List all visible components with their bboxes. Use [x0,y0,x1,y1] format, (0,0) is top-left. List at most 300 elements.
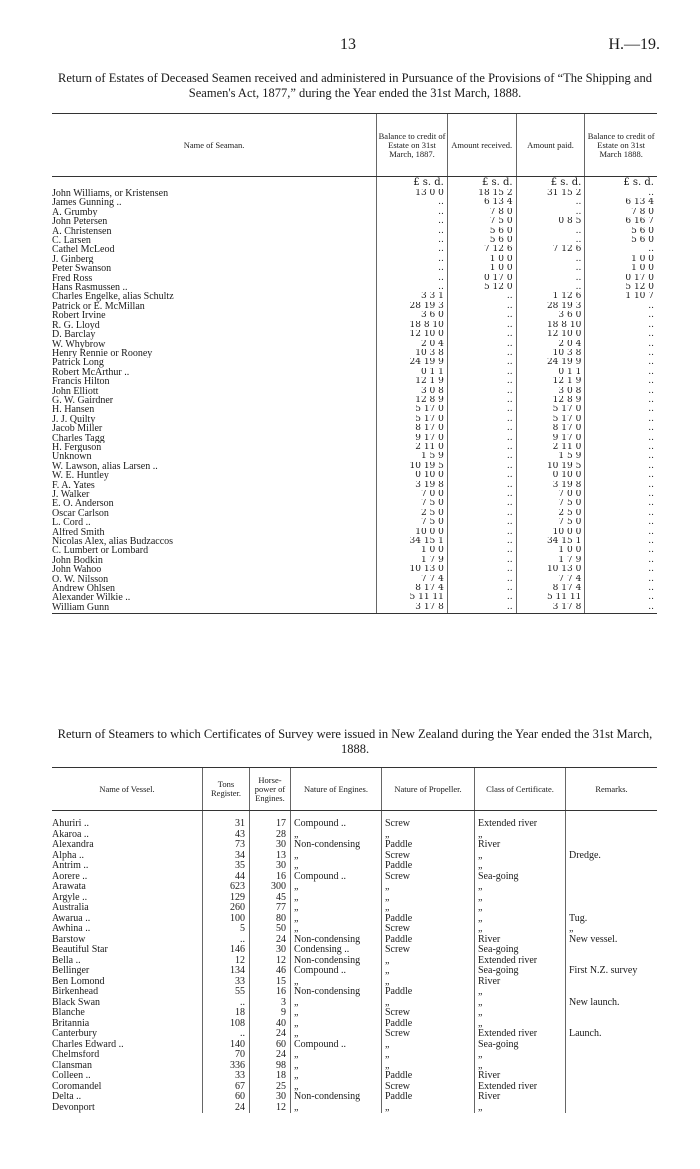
remarks-cell [566,1092,658,1103]
horsepower-cell: 12 [250,956,291,967]
balance-1887-cell: 12 8 9 [377,396,448,405]
vessel-name: Britannia [52,1018,90,1029]
table-row [52,575,657,584]
paid-cell: 10 0 0 [516,528,585,537]
certificate-cell: „ [475,851,566,862]
table-row [52,368,657,377]
balance-1887-cell: 7 5 0 [377,518,448,527]
remarks-cell: New vessel. [566,935,658,946]
balance-1888-cell: .. [585,340,657,349]
received-cell: .. [447,499,516,508]
horsepower-cell: 16 [250,872,291,883]
tons-cell: 70 [203,1050,250,1061]
seaman-name: Patrick or E. McMillan [52,301,145,312]
remarks-cell [566,1019,658,1030]
received-cell: 7 8 0 [447,208,516,217]
balance-1888-cell: 5 6 0 [585,236,657,245]
propeller-cell: Paddle [382,935,475,946]
balance-1888-cell: .. [585,377,657,386]
seaman-name: Andrew Ohlsen [52,584,116,594]
paid-cell: 5 17 0 [516,415,585,424]
certificate-cell: „ [475,882,566,893]
received-cell: 5 6 0 [447,227,516,236]
received-cell: .. [447,556,516,565]
balance-1888-cell: .. [585,593,657,602]
tons-cell: .. [203,998,250,1009]
certificate-cell: „ [475,987,566,998]
seaman-name: Cathel McLeod [52,245,115,255]
received-cell: .. [447,584,516,593]
propeller-cell: „ [382,903,475,914]
table-row [52,603,657,614]
col-amount-received: Amount received. [447,114,516,177]
seaman-name: C. Lumbert or Lombard [52,546,149,556]
received-cell: 1 0 0 [447,255,516,264]
lsd-label: £ s. d. [585,177,657,190]
lsd-label: £ s. d. [447,177,516,190]
vessel-name: Colleen .. [52,1071,91,1081]
paid-cell: 8 17 4 [516,584,585,593]
table-row [52,1029,657,1040]
seaman-name: Charles Engelke, alias Schultz [52,292,174,302]
table-row [52,462,657,471]
received-cell: .. [447,330,516,339]
paid-cell: 1 0 0 [516,546,585,555]
table-row [52,227,657,236]
balance-1887-cell: .. [377,198,448,207]
table-row [52,292,657,301]
balance-1887-cell: 0 1 1 [377,368,448,377]
tons-cell: 34 [203,851,250,862]
seamen-return-title: Return of Estates of Deceased Seamen received and administered in Pursuance of the Provisions of “The Shipping and Seamen's Act, 1877,” during the Year ended the 31st March, 1888. [58,71,652,100]
paid-cell: 5 11 11 [516,593,585,602]
horsepower-cell: 28 [250,830,291,841]
seaman-name: O. W. Nilsson [52,574,109,585]
balance-1887-cell: 3 17 8 [377,603,448,614]
vessel-name: Alpha .. [52,850,84,861]
propeller-cell: Paddle [382,1092,475,1103]
horsepower-cell: 24 [250,935,291,946]
paid-cell: 7 0 0 [516,490,585,499]
seaman-name: W. E. Huntley [52,471,109,481]
propeller-cell: „ [382,1061,475,1072]
seaman-name: Jacob Miller [52,424,103,434]
paid-cell: .. [516,255,585,264]
tons-cell: 33 [203,977,250,988]
horsepower-cell: 60 [250,1040,291,1051]
certificate-cell: „ [475,830,566,841]
table-row [52,998,657,1009]
balance-1888-cell: .. [585,565,657,574]
horsepower-cell: 17 [250,819,291,830]
paid-cell: 18 8 10 [516,321,585,330]
table-row [52,903,657,914]
received-cell: 5 6 0 [447,236,516,245]
paid-cell: .. [516,227,585,236]
table-row [52,956,657,967]
seamen-estates-table [52,113,657,614]
vessel-name: Awarua .. [52,913,91,924]
table-row [52,987,657,998]
balance-1888-cell: 1 0 0 [585,255,657,264]
paid-cell: 2 11 0 [516,443,585,452]
tons-cell: 33 [203,1071,250,1082]
paid-cell: 1 5 9 [516,452,585,461]
balance-1888-cell: .. [585,537,657,546]
paid-cell: 12 1 9 [516,377,585,386]
vessel-name: Clansman [52,1060,92,1071]
seaman-name: Patrick Long [52,358,104,368]
seaman-name: John Elliott [52,386,99,396]
balance-1888-cell: .. [585,387,657,396]
certificate-cell: Extended river [475,819,566,830]
tons-cell: 134 [203,966,250,977]
horsepower-cell: 45 [250,893,291,904]
table-row [52,528,657,537]
paid-cell: 0 1 1 [516,368,585,377]
balance-1887-cell: 34 15 1 [377,537,448,546]
engines-cell: „ [291,998,382,1009]
remarks-cell [566,872,658,883]
table-row [52,1092,657,1103]
remarks-cell [566,882,658,893]
paid-cell: 1 7 9 [516,556,585,565]
vessel-name: Canterbury [52,1029,97,1039]
paid-cell: 10 13 0 [516,565,585,574]
vessel-name: Awhina .. [52,924,91,934]
received-cell: 7 12 6 [447,245,516,254]
propeller-cell: „ [382,956,475,967]
seaman-name: Unknown [52,452,92,462]
engines-cell: Compound .. [291,819,382,830]
tons-cell: 43 [203,830,250,841]
paid-cell: 7 5 0 [516,499,585,508]
lsd-label: £ s. d. [377,177,448,190]
table-row [52,452,657,461]
received-cell: .. [447,462,516,471]
balance-1887-cell: 7 0 0 [377,490,448,499]
vessel-name: Bella .. [52,955,81,966]
table-row [52,340,657,349]
seaman-name: D. Barclay [52,330,96,340]
engines-cell: „ [291,977,382,988]
table-row [52,509,657,518]
horsepower-cell: 9 [250,1008,291,1019]
balance-1888-cell: .. [585,490,657,499]
received-cell: .. [447,490,516,499]
engines-cell: „ [291,1061,382,1072]
remarks-cell: Dredge. [566,851,658,862]
propeller-cell: „ [382,830,475,841]
balance-1888-cell: .. [585,189,657,198]
received-cell: .. [447,537,516,546]
balance-1888-cell: 1 0 0 [585,264,657,273]
table-row [52,274,657,283]
paid-cell: 1 12 6 [516,292,585,301]
engines-cell: Compound .. [291,872,382,883]
remarks-cell [566,903,658,914]
steamers-return-title: Return of Steamers to which Certificates of Survey were issued in New Zealand during the Year ended the 31st March, 1888. [57,727,653,756]
received-cell: .. [447,518,516,527]
tons-cell: 108 [203,1019,250,1030]
tons-cell: 100 [203,914,250,925]
tons-cell: 18 [203,1008,250,1019]
balance-1888-cell: .. [585,434,657,443]
remarks-cell [566,945,658,956]
remarks-cell [566,840,658,851]
horsepower-cell: 30 [250,840,291,851]
certificate-cell: Sea-going [475,966,566,977]
received-cell: .. [447,528,516,537]
balance-1888-cell: .. [585,415,657,424]
seaman-name: Nicolas Alex, alias Budzaccos [52,537,174,547]
seaman-name: John Petersen [52,217,108,227]
propeller-cell: Screw [382,851,475,862]
page-header [0,36,700,56]
seaman-name: Peter Swanson [52,264,112,274]
vessel-name: Ahuriri .. [52,819,89,829]
table-row [52,830,657,841]
col-amount-paid: Amount paid. [516,114,585,177]
propeller-cell: Paddle [382,914,475,925]
table-row [52,321,657,330]
balance-1888-cell: .. [585,499,657,508]
seaman-name: W. Lawson, alias Larsen .. [52,461,158,472]
tons-cell: 55 [203,987,250,998]
propeller-cell: Screw [382,1029,475,1040]
horsepower-cell: 46 [250,966,291,977]
horsepower-cell: 40 [250,1019,291,1030]
engines-cell: „ [291,882,382,893]
certificate-cell: Sea-going [475,945,566,956]
engines-cell: „ [291,830,382,841]
horsepower-cell: 300 [250,882,291,893]
table-row [52,546,657,555]
paid-cell: 5 17 0 [516,405,585,414]
balance-1887-cell: 3 3 1 [377,292,448,301]
horsepower-cell: 24 [250,1029,291,1040]
table-row [52,893,657,904]
received-cell: .. [447,424,516,433]
paid-cell: .. [516,283,585,292]
balance-1887-cell: 7 5 0 [377,499,448,508]
paid-cell: 0 8 5 [516,217,585,226]
balance-1887-cell: 9 17 0 [377,434,448,443]
paid-cell: 28 19 3 [516,302,585,311]
seaman-name: Robert Irvine [52,311,106,321]
vessel-name: Bellinger [52,966,90,976]
received-cell: .. [447,471,516,480]
table-row [52,872,657,883]
vessel-name: Beautiful Star [52,945,108,955]
propeller-cell: Paddle [382,987,475,998]
table-row [52,861,657,872]
paid-cell: .. [516,274,585,283]
table-row [52,208,657,217]
paid-cell: 7 5 0 [516,518,585,527]
propeller-cell: „ [382,998,475,1009]
propeller-cell: „ [382,977,475,988]
certificate-cell: River [475,935,566,946]
vessel-name: Argyle .. [52,892,88,903]
col-nature-of-propeller: Nature of Propeller. [382,768,475,811]
tons-cell: 260 [203,903,250,914]
received-cell: 0 17 0 [447,274,516,283]
engines-cell: „ [291,1082,382,1093]
horsepower-cell: 15 [250,977,291,988]
certificate-cell: Extended river [475,956,566,967]
table-row [52,840,657,851]
paid-cell: 34 15 1 [516,537,585,546]
balance-1888-cell: .. [585,443,657,452]
engines-cell: Compound .. [291,966,382,977]
remarks-cell [566,1082,658,1093]
engines-cell: „ [291,893,382,904]
balance-1888-cell: 6 16 7 [585,217,657,226]
received-cell: .. [447,387,516,396]
paid-cell: 12 8 9 [516,396,585,405]
vessel-name: Barstow [52,934,86,945]
paid-cell: .. [516,264,585,273]
table-row [52,1071,657,1082]
balance-1888-cell: 5 12 0 [585,283,657,292]
table-row [52,330,657,339]
table-row [52,217,657,226]
engines-cell: „ [291,924,382,935]
remarks-cell [566,987,658,998]
balance-1887-cell: 12 1 9 [377,377,448,386]
engines-cell: Non-condensing [291,956,382,967]
paid-cell: 31 15 2 [516,189,585,198]
propeller-cell: Screw [382,1008,475,1019]
balance-1887-cell: 2 0 4 [377,340,448,349]
horsepower-cell: 80 [250,914,291,925]
certificate-cell: Extended river [475,1082,566,1093]
engines-cell: „ [291,1071,382,1082]
horsepower-cell: 24 [250,1050,291,1061]
propeller-cell: Screw [382,1082,475,1093]
table-row [52,236,657,245]
balance-1888-cell: .. [585,405,657,414]
certificate-cell: River [475,1092,566,1103]
balance-1888-cell: .. [585,471,657,480]
table-row [52,198,657,207]
received-cell: 7 5 0 [447,217,516,226]
received-cell: .. [447,434,516,443]
balance-1887-cell: .. [377,274,448,283]
propeller-cell: „ [382,882,475,893]
seaman-name: A. Grumby [52,207,98,218]
balance-1887-cell: 24 19 9 [377,358,448,367]
balance-1887-cell: 5 17 0 [377,415,448,424]
certificate-cell: „ [475,861,566,872]
table-row [52,966,657,977]
vessel-name: Aorere .. [52,871,88,882]
vessel-name: Chelmsford [52,1050,100,1060]
remarks-cell [566,1061,658,1072]
received-cell: .. [447,358,516,367]
remarks-cell [566,1008,658,1019]
engines-cell: „ [291,861,382,872]
balance-1887-cell: 10 0 0 [377,528,448,537]
balance-1888-cell: .. [585,584,657,593]
horsepower-cell: 30 [250,945,291,956]
certificate-cell: „ [475,1008,566,1019]
table-row [52,443,657,452]
engines-cell: „ [291,1103,382,1114]
table-row [52,565,657,574]
engines-cell: Condensing .. [291,945,382,956]
balance-1887-cell: 1 0 0 [377,546,448,555]
page-number: 13 [340,36,356,53]
seaman-name: Fred Ross [52,273,93,284]
balance-1888-cell: .. [585,575,657,584]
tons-cell: 129 [203,893,250,904]
paid-cell: 2 0 4 [516,340,585,349]
vessel-name: Australia [52,903,89,913]
balance-1888-cell: .. [585,462,657,471]
certificate-cell: „ [475,914,566,925]
balance-1887-cell: 10 19 5 [377,462,448,471]
table-row [52,882,657,893]
vessel-name: Blanche [52,1008,85,1018]
col-horse-power: Horse-power of Engines. [250,768,291,811]
col-tons-register: Tons Register. [203,768,250,811]
tons-cell: .. [203,1029,250,1040]
balance-1887-cell: 13 0 0 [377,189,448,198]
balance-1888-cell: .. [585,245,657,254]
seaman-name: Charles Tagg [52,433,105,443]
paid-cell: .. [516,208,585,217]
engines-cell: Non-condensing [291,1092,382,1103]
propeller-cell: „ [382,1040,475,1051]
paid-cell: 0 10 0 [516,471,585,480]
received-cell: .. [447,575,516,584]
col-class-of-certificate: Class of Certificate. [475,768,566,811]
seaman-name: H. Hansen [52,405,95,415]
balance-1888-cell: .. [585,424,657,433]
paid-cell: 3 19 8 [516,481,585,490]
engines-cell: „ [291,1029,382,1040]
horsepower-cell: 18 [250,1071,291,1082]
vessel-name: Akaroa .. [52,829,89,840]
engines-cell: „ [291,903,382,914]
engines-cell: „ [291,851,382,862]
remarks-cell [566,819,658,830]
propeller-cell: Paddle [382,1071,475,1082]
tons-cell: 140 [203,1040,250,1051]
table-row [52,283,657,292]
received-cell: .. [447,340,516,349]
remarks-cell [566,1040,658,1051]
tons-cell: 31 [203,819,250,830]
table-row [52,255,657,264]
propeller-cell: Paddle [382,861,475,872]
vessel-name: Charles Edward .. [52,1039,124,1050]
balance-1887-cell: .. [377,208,448,217]
table-row [52,424,657,433]
col-name-of-seaman: Name of Seaman. [52,114,377,177]
certificate-cell: Sea-going [475,1040,566,1051]
received-cell: .. [447,349,516,358]
certificate-cell: „ [475,1050,566,1061]
table-row [52,415,657,424]
tons-cell: 12 [203,956,250,967]
balance-1887-cell: 1 7 9 [377,556,448,565]
received-cell: 5 12 0 [447,283,516,292]
seaman-name: J. Walker [52,490,90,500]
remarks-cell: Tug. [566,914,658,925]
